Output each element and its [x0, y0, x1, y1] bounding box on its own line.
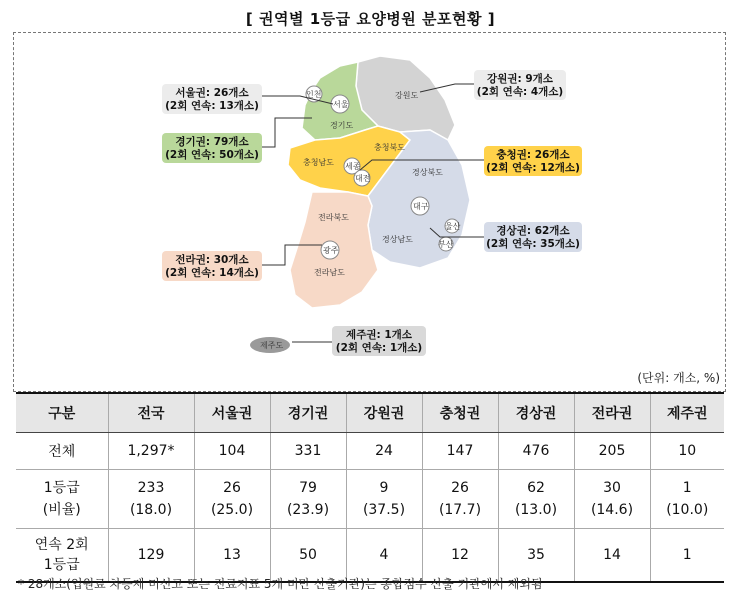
header-cell: 전라권 — [574, 393, 650, 433]
svg-text:제주권: 1개소: 제주권: 1개소 — [346, 329, 412, 341]
svg-text:충청권: 26개소: 충청권: 26개소 — [496, 149, 570, 161]
svg-text:(2회 연속: 4개소): (2회 연속: 4개소) — [476, 86, 564, 98]
table-cell: 104 — [194, 433, 270, 470]
label-daejeon: 대전 — [355, 174, 371, 183]
table-cell: 205 — [574, 433, 650, 470]
table-cell — [270, 470, 346, 529]
count: 26 — [223, 480, 241, 496]
callout-chungcheong — [484, 146, 582, 176]
table-cell: 1 — [650, 529, 724, 583]
callout-gyeonggi — [162, 133, 262, 163]
callout-gangwon — [474, 70, 566, 100]
label-jeonnam: 전라남도 — [314, 268, 345, 277]
svg-text:(2회 연속: 50개소): (2회 연속: 50개소) — [165, 149, 259, 161]
header-cell: 경상권 — [498, 393, 574, 433]
label-busan: 부산 — [438, 240, 454, 249]
table-cell: 13 — [194, 529, 270, 583]
svg-text:(2회 연속: 13개소): (2회 연속: 13개소) — [165, 100, 259, 112]
callout-jeju — [332, 326, 426, 356]
ratio: (18.0) — [129, 502, 173, 518]
page-title: [ 권역별 1등급 요양병원 분포현황 ] — [245, 10, 496, 28]
svg-text:강원권: 9개소: 강원권: 9개소 — [487, 73, 553, 85]
label-daegu: 대구 — [413, 202, 429, 211]
table-cell — [574, 470, 650, 529]
label-gangwon: 강원도 — [395, 91, 419, 100]
header-cell: 서울권 — [194, 393, 270, 433]
row-label-line1: 연속 2회 — [34, 537, 89, 553]
table-cell: 12 — [422, 529, 498, 583]
label-jeju: 제주도 — [260, 341, 284, 350]
svg-text:경기권: 79개소: 경기권: 79개소 — [175, 136, 249, 148]
count: 233 — [137, 480, 165, 496]
label-jeonbuk: 전라북도 — [318, 213, 349, 222]
count: 26 — [451, 480, 469, 496]
count: 79 — [299, 480, 317, 496]
callout-jeolla — [162, 251, 262, 281]
header-cell: 제주권 — [650, 393, 724, 433]
header-cell: 전국 — [108, 393, 194, 433]
table-row-grade1 — [16, 470, 724, 529]
svg-text:(2회 연속: 14개소): (2회 연속: 14개소) — [165, 267, 259, 279]
table-cell: 331 — [270, 433, 346, 470]
ratio: (10.0) — [666, 502, 709, 518]
count: 62 — [527, 480, 545, 496]
count: 1 — [682, 480, 692, 496]
ratio: (23.9) — [286, 502, 330, 518]
ratio: (37.5) — [362, 502, 406, 518]
count: 30 — [603, 480, 621, 496]
header-cell: 충청권 — [422, 393, 498, 433]
label-incheon: 인천 — [306, 90, 322, 99]
svg-text:(2회 연속: 35개소): (2회 연속: 35개소) — [486, 238, 580, 250]
header-row — [16, 393, 724, 433]
table-cell — [422, 470, 498, 529]
row-label-line1: 1등급 — [43, 480, 80, 496]
label-chungbuk: 충청북도 — [374, 143, 405, 152]
label-sejong: 세종 — [345, 162, 361, 171]
svg-text:전라권: 30개소: 전라권: 30개소 — [175, 254, 249, 266]
table-cell — [650, 470, 724, 529]
label-seoul: 서울 — [333, 100, 349, 109]
header-cell: 경기권 — [270, 393, 346, 433]
table-cell: 24 — [346, 433, 422, 470]
table-cell: 147 — [422, 433, 498, 470]
svg-text:(2회 연속: 1개소): (2회 연속: 1개소) — [335, 342, 423, 354]
table-cell: 50 — [270, 529, 346, 583]
label-gyeongbuk: 경상북도 — [412, 168, 443, 177]
table-row-total — [16, 433, 724, 470]
label-gyeonggi: 경기도 — [330, 121, 354, 130]
table-cell: 4 — [346, 529, 422, 583]
label-gyeongnam: 경상남도 — [382, 235, 413, 244]
row-label — [16, 470, 108, 529]
table-cell — [194, 470, 270, 529]
label-gwangju: 광주 — [323, 246, 339, 255]
svg-text:(2회 연속: 12개소): (2회 연속: 12개소) — [486, 162, 580, 174]
callout-seoul — [162, 84, 262, 114]
svg-text:서울권: 26개소: 서울권: 26개소 — [175, 87, 249, 99]
table-row-consecutive — [16, 529, 724, 583]
table-cell: 476 — [498, 433, 574, 470]
row-label — [16, 529, 108, 583]
table-cell: 1,297* — [108, 433, 194, 470]
distribution-table — [16, 392, 724, 583]
label-ulsan: 울산 — [445, 222, 461, 231]
callout-gyeongsang — [484, 222, 582, 252]
header-cell: 강원권 — [346, 393, 422, 433]
table-cell — [346, 470, 422, 529]
table-cell: 10 — [650, 433, 724, 470]
table-cell: 35 — [498, 529, 574, 583]
header-cell: 구분 — [16, 393, 108, 433]
table-cell: 129 — [108, 529, 194, 583]
unit-note: (단위: 개소, %) — [637, 371, 720, 385]
table-cell — [108, 470, 194, 529]
count: 9 — [379, 480, 389, 496]
label-chungnam: 충청남도 — [303, 158, 334, 167]
table-cell: 14 — [574, 529, 650, 583]
ratio: (17.7) — [438, 502, 482, 518]
svg-text:경상권: 62개소: 경상권: 62개소 — [496, 225, 570, 237]
row-label-line2: (비율) — [42, 502, 81, 518]
ratio: (14.6) — [590, 502, 634, 518]
row-label: 전체 — [16, 433, 108, 470]
footnote: * 28개소(입원료 차등제 미신고 또는 진료지표 5개 미만 산출기관)는 종합점수 산출 기관에서 제외됨 — [18, 577, 543, 591]
row-label-line2: 1등급 — [43, 557, 80, 573]
ratio: (13.0) — [514, 502, 558, 518]
ratio: (25.0) — [210, 502, 254, 518]
table-cell — [498, 470, 574, 529]
